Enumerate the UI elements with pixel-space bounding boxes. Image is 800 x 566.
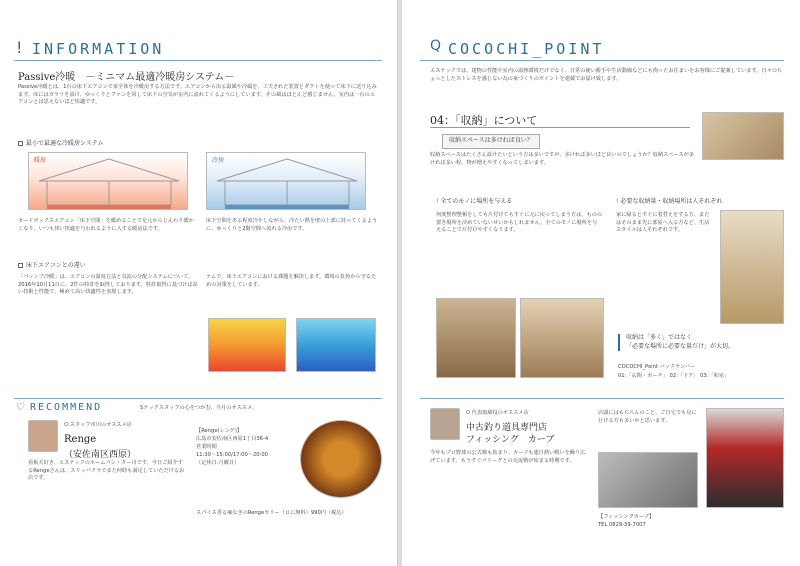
all-things-text: 何度整理整頓をしても片付けてもすぐに元に戻ってしまう方は、ものの置き場所を決めていないせいかもしれません。全てのモノに場所を与えることで片付けやすくなります。 <box>436 212 603 234</box>
search-icon: Q <box>466 410 471 416</box>
minimum-heading: 最小で最適な冷暖房システム <box>18 140 103 149</box>
shop-hours: 11:30～15:00/17:00～20:00 <box>196 452 268 458</box>
shop-closed: （定休日:月曜日） <box>196 460 240 466</box>
storage-photo-1 <box>702 112 784 160</box>
right-page <box>402 0 800 566</box>
place-heading: ! 必要な収納量・収納場所は人それぞれ <box>616 198 723 205</box>
magnifier-icon: Q <box>430 38 442 54</box>
search-icon: Q <box>64 422 69 428</box>
all-things-heading: ! 全てのモノに場所を与える <box>436 198 513 205</box>
difference-text-2: テムで、床下エアコンにおける課題を解決します。環境の負荷から守るための対策をしています。 <box>206 274 377 288</box>
cocochi-intro: エステックでは、建物の性能や室内の温熱環境だけでなく、日常の使い勝手や生活動線などにも拘ったお住まいをお客様にご提案しています。日々のちょっとしたストレスを感じない為の家づくりのポイントを連載でお届け致します。 <box>430 68 783 82</box>
heart-icon: ♡ <box>16 402 25 413</box>
shop-name: Renge <box>64 434 97 445</box>
difference-text: 「パッシブ冷暖」は、エアコンの温度方法と気流の分配システムについて、2016年10月11日に、2件の特許を取得しております。特許取得に基づけば高い技術と性能で、極めて高い快適性を実現します。 <box>18 274 198 296</box>
staff-label: Q スタッフ市川のオススメ店 <box>64 422 132 428</box>
thermal-image-1 <box>208 318 286 372</box>
point-title: 04：「収納」について <box>430 114 538 127</box>
recommend-subtitle: Sテックスタッフの心をつかむ、今月のオススメ。 <box>140 405 258 411</box>
left-page <box>0 0 398 566</box>
difference-heading: 床下エアコンとの違い <box>18 262 86 271</box>
passive-intro: Passive冷暖とは、1台の床下エアコンで家全体を冷暖房する方法です。エアコンから出る温風や冷風を、工夫された装置とダクトを使って床下に送り込みます。床にはガラリを設け、ゆっくりとファンを回して床下の空気が室内に流れてくるようにしています。その風はほとんど感じません。室内は一台のエアコンとは思えないほど快適です。 <box>18 84 377 106</box>
staff2-label: Q 代表取締役のオススメ店 <box>466 410 529 416</box>
cocochi-title: COCOCHI_POINT <box>448 40 605 58</box>
shop2-interior-photo <box>598 452 698 508</box>
backnumber-list: 01:「玄関・ポーチ」 02:「ドア」 03:「和室」 <box>618 373 730 379</box>
question-text: 収納スペースはたくさん設けたいという方は多いですが、多ければ多いほど良いのでしょうか？収納スペースが多ければ多い程、物が増えやすくなってしまいます。 <box>430 152 695 166</box>
shop2-tel: TEL 0829-39-7007 <box>598 522 646 528</box>
curry-photo <box>300 420 382 498</box>
title-rule-right <box>420 60 784 61</box>
staff-photo <box>28 420 58 452</box>
pin-icon: ! <box>616 198 619 205</box>
storage-photo-2 <box>720 210 784 324</box>
information-title: INFORMATION <box>32 40 165 58</box>
shop2-name-1: 中古釣り道具専門店 <box>466 423 548 433</box>
cooling-desc: 床下空間をある程度冷やしながら、冷たい熱を壁の上部に持ってくるように、ゆっくりと2階空間へ流れる冷房です。 <box>206 218 378 232</box>
shop-caption: スパイス香る麻なきのRengeカリー（ロに無料）990円（税込） <box>196 510 347 516</box>
heating-desc: セードボックスエアコン「床下空間」を暖めることで足元からじんわり暖かくなり、いつも快い快適を与われるように入する暖房法です。 <box>18 218 194 232</box>
title-rule <box>14 60 382 61</box>
heating-diagram <box>28 152 188 210</box>
ceo-photo <box>430 408 460 440</box>
recommend-rule <box>14 398 382 399</box>
quote-box <box>618 334 784 351</box>
point-rule <box>430 127 690 128</box>
passive-subtitle: Passive冷暖 －ミニマム最適冷暖房システム－ <box>18 72 235 83</box>
shop-info-name: 【Renge(レンゲ)】 <box>196 428 243 434</box>
info-icon: ! <box>16 38 23 57</box>
cooling-diagram <box>206 152 366 210</box>
shop2-text: 今年もプロ野球の公式戦も始まり、カープも連日熱い戦いを繰り広げています。もうすぐパリーグとの交流戦が始まる時期です。 <box>430 450 586 464</box>
pin-icon: ! <box>436 198 439 205</box>
square-bullet-icon <box>18 263 23 268</box>
quote-line-1: 収納は「多く」ではなく <box>626 334 693 341</box>
square-bullet-icon <box>18 141 23 146</box>
shop2-photo <box>706 408 784 508</box>
shop-text: 看板犬好き、エステックのホームパン・ター川です。今日ご紹介するRengeさんは、スリッパクラでまた何時も満足していただけるお店です。 <box>28 460 185 482</box>
recommend-rule-right <box>420 398 784 399</box>
heating-label: 暖房 <box>34 157 47 164</box>
recommend-title: RECOMMEND <box>30 402 103 413</box>
shop2-info: 【フィッシングカーブ】 <box>598 514 655 520</box>
cooling-label: 冷房 <box>212 157 225 164</box>
place-text: 家に帰るとすぐに着替えをする方、またはそのまま先に部屋へ入る方など、生活スタイルは人それぞれです。 <box>616 212 710 234</box>
shop2-name-2: フィッシング カーブ <box>466 435 555 445</box>
quote-line-2: 「必要な場所に必要な量だけ」が大切。 <box>626 342 735 350</box>
shop2-side-text: 店頭にはもちろんのこと、ご自宅でも見に行ける方も多いかと思います。 <box>598 410 697 424</box>
thermal-image-2 <box>296 318 376 372</box>
shop-hours-label: 営業時間 <box>196 444 217 450</box>
question-box: 収納スペースは多ければ良い？ <box>442 134 540 149</box>
shop-area: （安佐南区西原） <box>64 450 137 460</box>
backnumber-label: COCOCHI_Point バックナンバー <box>618 364 696 370</box>
storage-photo-4 <box>520 298 604 378</box>
shop-address: 広島市安佐南区西原1丁目36-4 <box>196 436 269 442</box>
storage-photo-3 <box>436 298 516 378</box>
